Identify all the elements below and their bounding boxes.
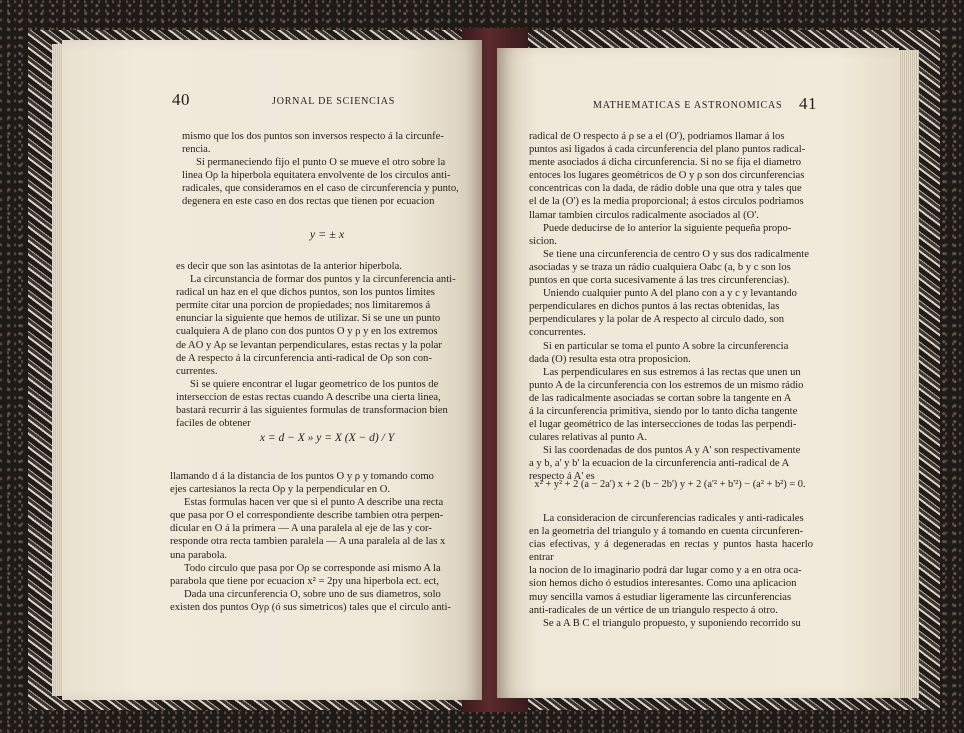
text-line: radicales, que consideramos en el caso de circunferencia y punto,: [182, 183, 459, 195]
text-line: cias efectivas, y á degeneradas en rectas y puntos hasta hacerlo entrar: [529, 539, 813, 564]
text-line: Dada una circunferencia O, sobre uno de sus diametros, solo: [184, 588, 441, 600]
text-line: puntos en que corta sucesivamente á las tres circunferencias).: [529, 275, 790, 287]
text-line: concentricas con la dada, de rádio doble una que otra y tales que: [529, 183, 802, 195]
text-line: Si en particular se toma el punto A sobre la circunferencia: [543, 340, 789, 352]
text-line: parabola que tiene por ecuacion x² = 2py una hiperbola ect. ect,: [170, 575, 439, 587]
text-line: en la geometria del triangulo y á tomando en cuenta circunferen-: [529, 526, 804, 538]
text-line: mente asociados á dicha circunferencia. Si no se fija el diametro: [529, 157, 802, 169]
text-line: Las perpendiculares en sus estremos á las rectas que unen un: [543, 366, 801, 378]
left-text-block-a: [182, 130, 472, 209]
text-line: es decir que son las asintotas de la anterior hiperbola.: [176, 261, 402, 272]
text-line: Si permaneciendo fijo el punto O se mueve el otro sobre la: [196, 157, 446, 169]
text-line: muy sencilla vamos á estudiar ligeramente las circunferencias: [529, 591, 792, 603]
right-text-block-b: [529, 512, 813, 630]
text-line: el de la (O') es la media proporcional; á estos circulos podriamos: [529, 196, 804, 208]
text-line: currentes.: [176, 365, 218, 377]
right-text-block-a: [529, 130, 813, 484]
right-page-number: 41: [799, 94, 817, 113]
text-line: puntos asi ligados á cada circunferencia del plano puntos radical-: [529, 144, 806, 156]
text-line: responde otra recta tambien paralela — A una paralela al de las x: [170, 536, 446, 548]
text-line: interseccion de estas rectas cuando A describe una cierta linea,: [176, 391, 441, 403]
text-line: cualquiera A de plano con dos puntos O y ρ y en los extremos: [176, 326, 438, 338]
text-line: llamar tambien circulos radicalmente asociados al (O'.: [529, 209, 759, 221]
text-line: Todo circulo que pasa por Oρ se corresponde asi mismo A la: [184, 562, 441, 574]
text-line: Se a A B C el triangulo propuesto, y suponiendo recorrido su: [543, 617, 801, 629]
left-page: [62, 40, 482, 700]
left-page-number: 40: [172, 90, 190, 109]
text-line: rencia.: [182, 144, 211, 156]
text-line: Uniendo cualquier punto A del plano con a y c y levantando: [543, 288, 797, 300]
text-line: respecto á A' es: [529, 471, 595, 483]
left-text-block-c: [170, 470, 470, 614]
text-line: punto A de la circunferencia con los estremos de un mismo rádio: [529, 379, 804, 391]
text-line: que pasa por O el correspondiente describe tambien otra perpen-: [170, 510, 444, 522]
text-line: culares relativas al punto A.: [529, 432, 647, 444]
text-line: sion hemos dicho ó estudios interesantes. Como una aplicacion: [529, 578, 797, 590]
left-journal-title: JORNAL DE SCIENCIAS: [272, 96, 396, 107]
text-line: entoces los lugares geométricos de O y ρ son dos circunferencias: [529, 170, 805, 182]
text-line: la nocion de lo imaginario podrá dar lugar como y a en otra oca-: [529, 565, 802, 577]
text-line: radical un haz en el que dichos puntos, son los puntos limites: [176, 287, 435, 299]
right-equation-1: x² + y² + 2 (a − 2a') x + 2 (b − 2b') y + 2 (a'² + b'²) − (a² + b²) = 0.: [534, 479, 806, 490]
text-line: á la circunferencia primitiva, siendo por lo tanto dicha tangente: [529, 405, 798, 417]
text-line: Si se quiere encontrar el lugar geometrico de los puntos de: [190, 378, 439, 390]
text-line: linea Oρ la hiperbola equitatera envolvente de los circulos anti-: [182, 170, 451, 182]
text-line: Si las coordenadas de dos puntos A y A' son respectivamente: [543, 445, 801, 457]
text-line: faciles de obtener: [176, 418, 251, 430]
text-line: de las radicalmente asociadas se cortan sobre la tangente en A: [529, 392, 792, 404]
left-text-block-b: [176, 260, 470, 430]
text-line: una parabola.: [170, 549, 228, 561]
text-line: anti-radicales de un vértice de un triangulo respecto á otro.: [529, 604, 778, 616]
text-line: dada (O) resulta esta otra proposicion.: [529, 353, 691, 365]
text-line: degenera en este caso en dos rectas que tienen por ecuacion: [182, 196, 435, 208]
text-line: de AO y Aρ se levantan perpendiculares, estas rectas y la polar: [176, 339, 442, 351]
text-line: radical de O respecto á ρ se a el (O'), podriamos llamar á los: [529, 131, 785, 142]
text-line: el lugar geométrico de las intersecciones de todas las perpendi-: [529, 419, 797, 431]
left-equation-2: x = d − X » y = X (X − d) / Y: [259, 432, 395, 444]
text-line: a y b, a' y b' la ecuacion de la circunferencia anti-radical de A: [529, 458, 790, 470]
text-line: bastará recurrir á las siguientes formulas de transformacion bien: [176, 405, 448, 417]
right-journal-title: MATHEMATICAS E ASTRONOMICAS: [593, 100, 783, 111]
text-line: ejes cartesianos la recta Oρ y la perpendicular en O.: [170, 484, 391, 496]
text-line: Se tiene una circunferencia de centro O y sus dos radicalmente: [543, 248, 809, 260]
text-line: asociadas y se traza un rádio cualquiera Oabc (a, b y c son los: [529, 261, 791, 273]
right-page-edges: [897, 50, 919, 698]
text-line: existen dos puntos Oyρ (ó sus simetricos) tales que el circulo anti-: [170, 601, 451, 613]
text-line: perpendiculares y la polar de A respecto al circulo dado, son: [529, 314, 785, 326]
text-line: perpendiculares en dichos puntos á las rectas obtenidas, las: [529, 301, 780, 313]
text-line: dicular en O á la primera — A una paralela al eje de las y cor-: [170, 523, 432, 535]
text-line: enunciar la siguiente que hemos de utilizar. Si se une un punto: [176, 313, 441, 325]
text-line: concurrentes.: [529, 327, 586, 339]
text-line: mismo que los dos puntos son inversos respecto á la circunfe-: [182, 131, 444, 142]
right-page: [497, 48, 899, 698]
text-line: de A respecto á la circunferencia anti-radical de Oρ son con-: [176, 352, 432, 364]
text-line: permite citar una porcion de propiedades; nos limitaremos á: [176, 300, 431, 312]
text-line: Puede deducirse de lo anterior la siguiente pequeña propo-: [543, 222, 792, 234]
left-equation-1: y = ± x: [309, 227, 345, 241]
text-line: La consideracion de circunferencias radicales y anti-radicales: [543, 513, 804, 524]
text-line: llamando d á la distancia de los puntos O y ρ y tomando como: [170, 471, 434, 482]
text-line: Estas formulas hacen ver que si el punto A describe una recta: [184, 497, 444, 509]
text-line: La circunstancia de formar dos puntos y la circunferencia anti-: [190, 274, 456, 286]
text-line: sicion.: [529, 235, 557, 247]
